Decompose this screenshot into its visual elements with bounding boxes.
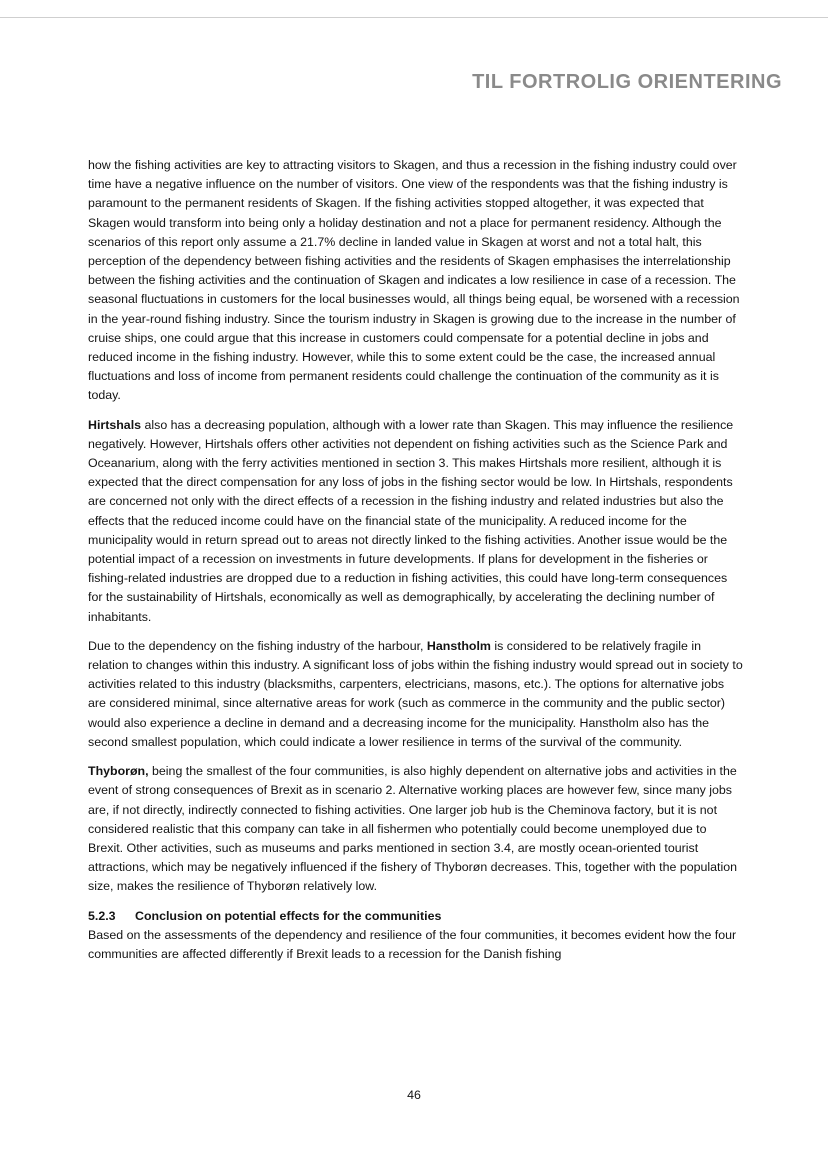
paragraph-thyboron bbox=[88, 762, 743, 896]
hanstholm-text: is considered to be relatively fragile in relation to changes within this industry. A significant loss of jobs within the fishing industry would spread out in society to activities related to this industry (blacksmiths, carpenters, electricians, masons, etc.). The options for alternative jobs are considered minimal, since alternative areas for work (such as commerce in the community and the public sector) would also experience a decline in demand and a decreasing income for the municipality. Hanstholm also has the second smallest population, which could indicate a lower resilience in terms of the survival of the community. bbox=[88, 638, 743, 749]
thyboron-name: Thyborøn, bbox=[88, 764, 149, 779]
confidential-stamp: TIL FORTROLIG ORIENTERING bbox=[472, 71, 782, 93]
paragraph-conclusion: Based on the assessments of the dependency and resilience of the four communities, it becomes evident how the four communities are affected differently if Brexit leads to a recession for the Danish fishing bbox=[88, 927, 737, 961]
section-heading bbox=[88, 907, 743, 926]
document-body bbox=[88, 156, 743, 974]
hirtshals-name: Hirtshals bbox=[88, 417, 142, 432]
hanstholm-intro: Due to the dependency on the fishing industry of the harbour, bbox=[88, 638, 427, 653]
paragraph-hanstholm bbox=[88, 637, 743, 752]
paragraph-skagen: how the fishing activities are key to attracting visitors to Skagen, and thus a recession in the fishing industry could over time have a negative influence on the number of visitors. One view of the respondents was that the fishing industry is paramount to the permanent residents of Skagen. If the fishing activities stopped altogether, it was expected that Skagen would transform into being only a holiday destination and not a place for permanent residency. Although the scenarios of this report only assume a 21.7% decline in landed value in Skagen at worst and not a total halt, this perception of the dependency between fishing activities and the residents of Skagen emphasises the interrelationship between the fishing activities and the continuation of Skagen and indicates a low resilience in case of a recession. The seasonal fluctuations in customers for the local businesses would, all things being equal, be worsened with a recession in the year-round fishing industry. Since the tourism industry in Skagen is growing due to the increase in the number of cruise ships, one could argue that this increase in customers could compensate for a potential decline in jobs and reduced income in the fishing industry. However, while this to some extent could be the case, the increased annual fluctuations and loss of income from permanent residents could challenge the continuation of the community as it is today. bbox=[88, 158, 740, 403]
paragraph-hirtshals bbox=[88, 416, 743, 627]
hirtshals-text: also has a decreasing population, although with a lower rate than Skagen. This may influence the resilience negatively. However, Hirtshals offers other activities not dependent on fishing activities such as the Science Park and Oceanarium, along with the ferry activities mentioned in section 3. This makes Hirtshals more resilient, although it is expected that the direct compensation for any loss of jobs in the fishing sector would be low. In Hirtshals, respondents are concerned not only with the direct effects of a recession in the fishing industry and related industries but also the effects that the reduced income could have on the financial state of the municipality. A reduced income for the municipality would in return spread out to areas not directly linked to the fishing activities. Another issue would be the potential impact of a recession on investments in future developments. If plans for development in the fisheries or fishing-related industries are dropped due to a reduction in fishing activities, this could have long-term consequences for the sustainability of Hirtshals, economically as well as demographically, by accelerating the declining number of inhabitants. bbox=[88, 417, 734, 624]
thyboron-text: being the smallest of the four communities, is also highly dependent on alternative jobs and activities in the event of strong consequences of Brexit as in scenario 2. Alternative working places are however few, since many jobs are, if not directly, indirectly connected to fishing activities. One larger job hub is the Cheminova factory, but it is not considered realistic that this company can take in all fishermen who potentially could become unemployed due to Brexit. Other activities, such as museums and parks mentioned in section 3.4, are mostly ocean-oriented tourist attractions, which may be negatively influenced if the fishery of Thyborøn decreases. This, together with the population size, makes the resilience of Thyborøn relatively low. bbox=[88, 764, 738, 894]
top-rule bbox=[0, 17, 828, 18]
hanstholm-name: Hanstholm bbox=[426, 638, 491, 653]
section-title: Conclusion on potential effects for the communities bbox=[135, 908, 442, 923]
section-number: 5.2.3 bbox=[88, 908, 116, 923]
page-number: 46 bbox=[407, 1088, 421, 1102]
